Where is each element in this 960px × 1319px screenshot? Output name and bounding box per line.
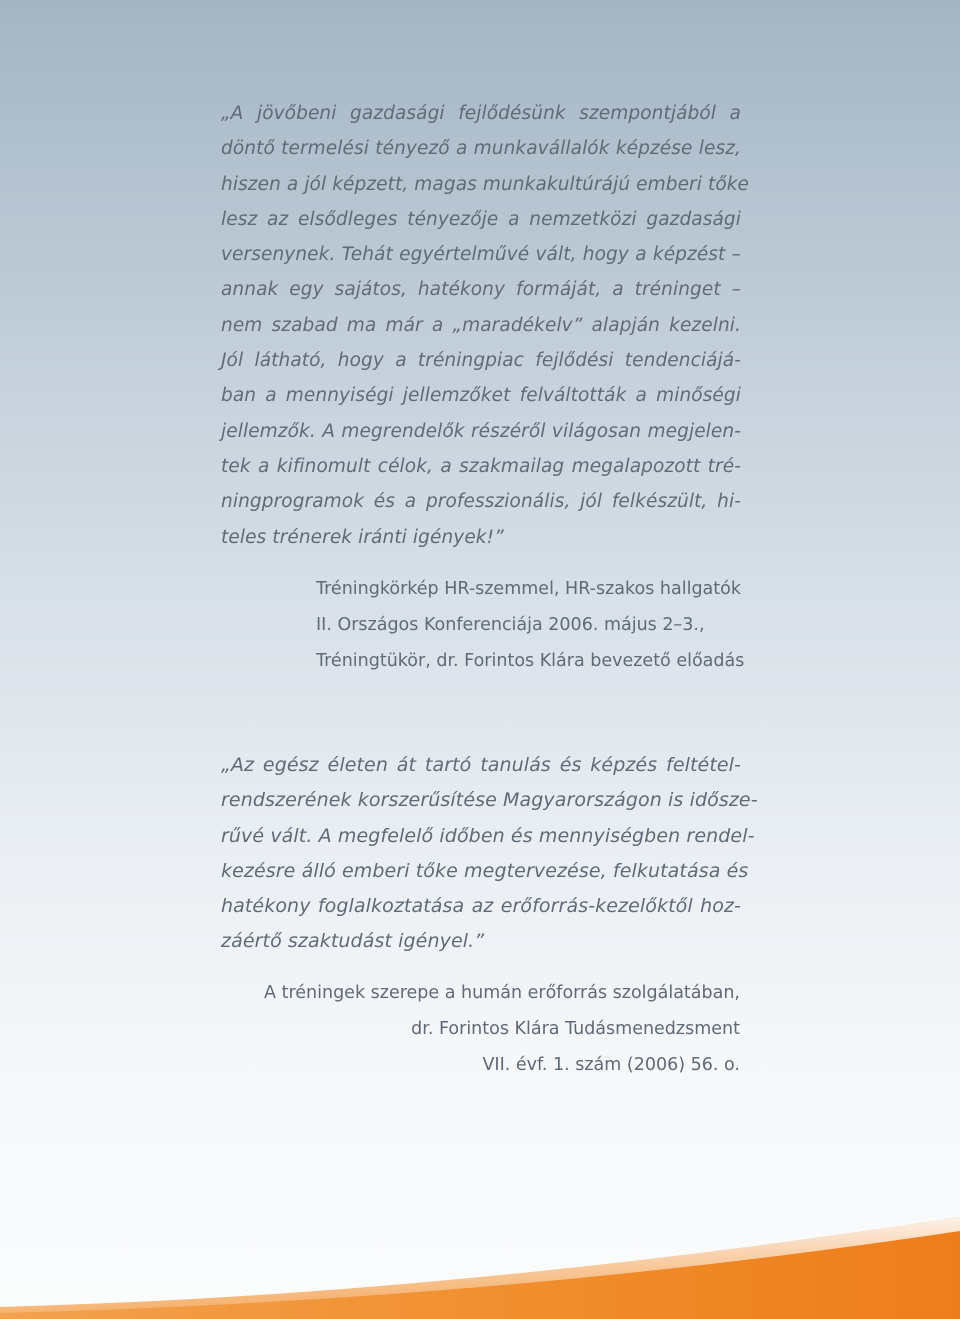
quote-line: annak egy sajátos, hatékony formáját, a tréninget –	[221, 279, 741, 301]
quote-line: versenynek. Tehát egyértelművé vált, hogy a képzést –	[221, 244, 741, 266]
quote-line: nem szabad ma már a „maradékelv” alapján kezelni.	[221, 314, 741, 336]
quote-line: kezésre álló emberi tőke megtervezése, felkutatása és	[221, 859, 749, 882]
source-line: VII. évf. 1. szám (2006) 56. o.	[482, 1055, 740, 1075]
quote-line: lesz az elsődleges tényezője a nemzetközi gazdasági	[221, 208, 741, 230]
quote-block-1	[221, 96, 750, 555]
quote-line: ningprogramok és a professzionális, jól felkészült, hi-	[221, 491, 741, 513]
orange-swoosh-decoration	[0, 1179, 960, 1319]
quote-block-2	[221, 748, 758, 960]
quote-line: rűvé vált. A megfelelő időben és mennyiségben rendel-	[221, 824, 755, 847]
quote-line: döntő termelési tényező a munkavállalók képzése lesz,	[221, 138, 741, 160]
source-line: dr. Forintos Klára Tudásmenedzsment	[411, 1019, 740, 1039]
quote-line: teles trénerek iránti igények!”	[221, 526, 504, 548]
quote-line: „A jövőbeni gazdasági fejlődésünk szempontjából a	[221, 103, 741, 124]
quote-line: rendszerének korszerűsítése Magyarországon is idősze-	[221, 789, 758, 812]
source-line: Tréningkörkép HR-szemmel, HR-szakos hallgatók	[316, 579, 741, 599]
quote-1-source	[316, 571, 744, 679]
quote-2-source	[264, 975, 740, 1083]
quote-line: Jól látható, hogy a tréningpiac fejlődési tendenciájá-	[221, 350, 741, 372]
quote-line: jellemzők. A megrendelők részéről világosan megjelen-	[221, 420, 741, 442]
quote-line: „Az egész életen át tartó tanulás és képzés feltétel-	[221, 754, 741, 776]
quote-line: hatékony foglalkoztatása az erőforrás-kezelőktől hoz-	[221, 895, 741, 918]
quote-line: ban a mennyiségi jellemzőket felváltották a minőségi	[221, 385, 741, 407]
quote-line: tek a kifinomult célok, a szakmailag megalapozott tré-	[221, 455, 741, 477]
source-line: A tréningek szerepe a humán erőforrás szolgálatában,	[264, 983, 740, 1003]
source-line: Tréningtükör, dr. Forintos Klára bevezető előadás	[316, 651, 745, 671]
quote-line: hiszen a jól képzett, magas munkakultúrájú emberi tőke	[221, 173, 750, 195]
quote-line: záértő szaktudást igényel.”	[221, 930, 485, 953]
source-line: II. Országos Konferenciája 2006. május 2–3.,	[316, 615, 705, 635]
